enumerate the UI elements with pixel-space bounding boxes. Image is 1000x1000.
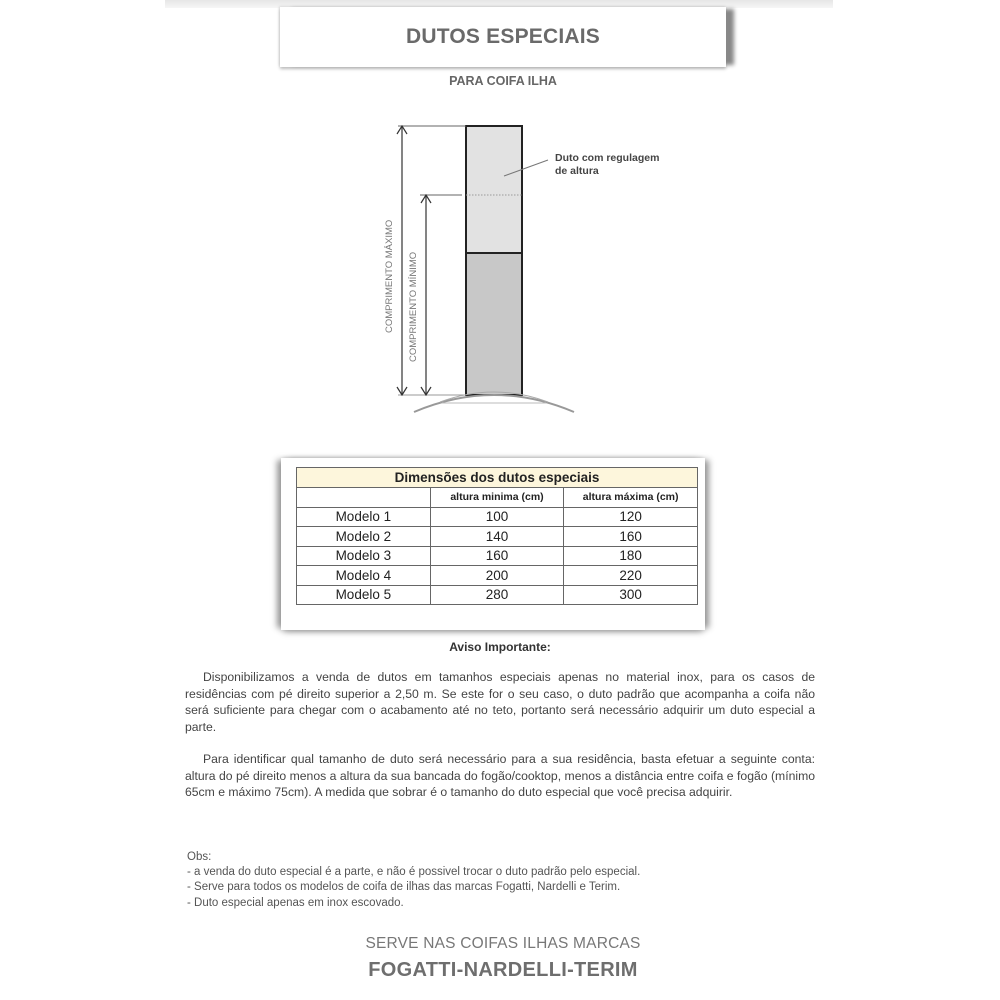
dimensions-table-card bbox=[281, 458, 705, 630]
table-header-row bbox=[297, 488, 698, 508]
max-cell: 160 bbox=[564, 527, 698, 547]
notice-title: Aviso Importante: bbox=[449, 640, 551, 654]
max-cell: 300 bbox=[564, 585, 698, 605]
min-cell: 200 bbox=[430, 566, 564, 586]
max-cell: 220 bbox=[564, 566, 698, 586]
obs-item: - a venda do duto especial é a parte, e não é possivel trocar o duto padrão pelo especial. bbox=[187, 866, 641, 879]
duct-callout-line-2: de altura bbox=[555, 165, 599, 177]
column-header-max: altura máxima (cm) bbox=[564, 488, 698, 508]
min-cell: 140 bbox=[430, 527, 564, 547]
column-header-model bbox=[297, 488, 431, 508]
footer-brands: FOGATTI-NARDELLI-TERIM bbox=[368, 959, 638, 981]
obs-item: - Serve para todos os modelos de coifa de ilhas das marcas Fogatti, Nardelli e Terim. bbox=[187, 881, 621, 894]
upper-duct bbox=[466, 126, 522, 253]
notice-paragraph-1: Disponibilizamos a venda de dutos em tamanhos especiais apenas no material inox, para os casos de residências com pé direito superior a 2,50 m. Se este for o seu caso, o duto padrão que acompanha a coifa não será suficiente para chegar com o acabamento até no teto, portanto será necessário adquirir um duto especial a parte. bbox=[185, 670, 815, 734]
table-row bbox=[297, 507, 698, 527]
model-cell: Modelo 3 bbox=[297, 546, 431, 566]
page-title: DUTOS ESPECIAIS bbox=[406, 25, 600, 48]
model-cell: Modelo 5 bbox=[297, 585, 431, 605]
model-cell: Modelo 1 bbox=[297, 507, 431, 527]
min-cell: 280 bbox=[430, 585, 564, 605]
table-caption: Dimensões dos dutos especiais bbox=[297, 468, 698, 488]
obs-section bbox=[187, 850, 787, 911]
table-row bbox=[297, 527, 698, 547]
footer-tagline: SERVE NAS COIFAS ILHAS MARCAS bbox=[365, 935, 641, 952]
min-cell: 100 bbox=[430, 507, 564, 527]
duct-callout-line-1: Duto com regulagem bbox=[555, 152, 660, 164]
model-cell: Modelo 2 bbox=[297, 527, 431, 547]
obs-title: Obs: bbox=[187, 851, 212, 863]
lower-duct bbox=[466, 253, 522, 395]
table-caption-row bbox=[297, 468, 698, 488]
max-cell: 120 bbox=[564, 507, 698, 527]
title-banner bbox=[280, 7, 726, 67]
table-row bbox=[297, 566, 698, 586]
obs-item: - Duto especial apenas em inox escovado. bbox=[187, 896, 404, 909]
page-subtitle: PARA COIFA ILHA bbox=[449, 74, 557, 88]
table-row bbox=[297, 585, 698, 605]
max-cell: 180 bbox=[564, 546, 698, 566]
max-length-label: COMPRIMENTO MÁXIMO bbox=[384, 219, 395, 333]
notice-paragraph-2: Para identificar qual tamanho de duto será necessário para a sua residência, basta efetuar a seguinte conta: altura do pé direito menos a altura da sua bancada do fogão/cooktop, menos a distância entre coifa e fogão (mínimo 65cm e máximo 75cm). A medida que sobrar é o tamanho do duto especial que você precisa adquirir. bbox=[185, 752, 815, 800]
model-cell: Modelo 4 bbox=[297, 566, 431, 586]
table-row bbox=[297, 546, 698, 566]
column-header-min: altura minima (cm) bbox=[430, 488, 564, 508]
min-cell: 160 bbox=[430, 546, 564, 566]
dimensions-table bbox=[296, 467, 698, 605]
duct-callout-label bbox=[555, 152, 659, 178]
min-length-label: COMPRIMENTO MÍNIMO bbox=[408, 251, 419, 362]
